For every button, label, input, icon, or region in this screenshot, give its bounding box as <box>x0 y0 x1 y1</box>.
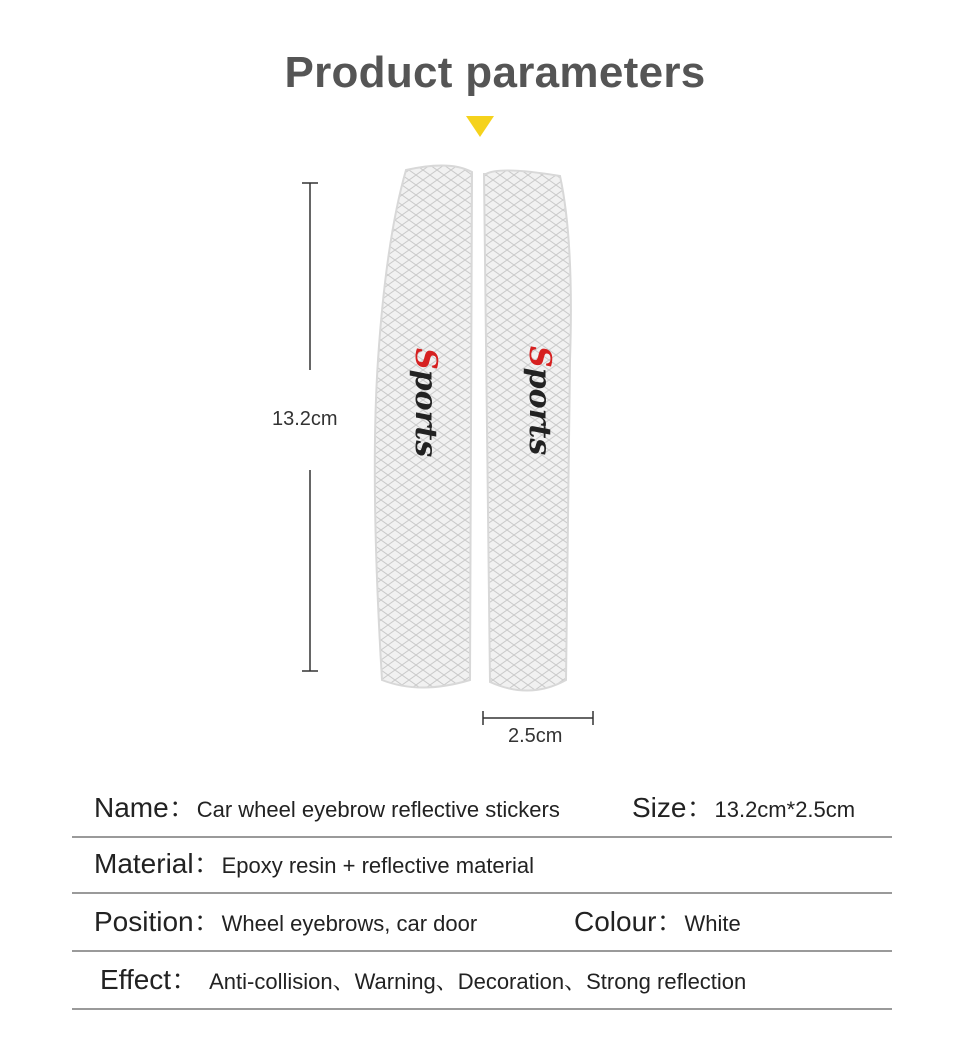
page-title: Product parameters <box>284 48 706 97</box>
position-label: Position： <box>94 906 222 937</box>
material-label: Material： <box>94 848 222 879</box>
spec-row-material <box>72 836 892 894</box>
product-image <box>360 160 580 700</box>
spec-row-name <box>72 780 892 838</box>
left-logo <box>408 348 443 457</box>
position-value: Wheel eyebrows, car door <box>221 911 478 936</box>
colour-value: White <box>684 911 741 936</box>
right-logo <box>522 346 557 455</box>
material-value: Epoxy resin + reflective material <box>221 853 534 878</box>
down-triangle-icon <box>465 114 495 138</box>
height-label: 13.2cm <box>272 408 338 430</box>
spec-row-position <box>72 894 892 952</box>
effect-label: Effect： <box>100 964 200 995</box>
spec-row-effect <box>72 952 892 1010</box>
colour-label: Colour： <box>574 906 685 937</box>
name-value: Car wheel eyebrow reflective stickers <box>196 797 560 822</box>
effect-value: Anti-collision、Warning、Decoration、Strong reflection <box>209 969 747 994</box>
svg-text:Sports: Sports <box>408 348 443 458</box>
size-value: 13.2cm*2.5cm <box>714 797 856 822</box>
width-label: 2.5cm <box>508 725 563 747</box>
name-label: Name： <box>94 792 197 823</box>
svg-text:Sports: Sports <box>522 346 557 456</box>
size-label: Size： <box>632 792 715 823</box>
